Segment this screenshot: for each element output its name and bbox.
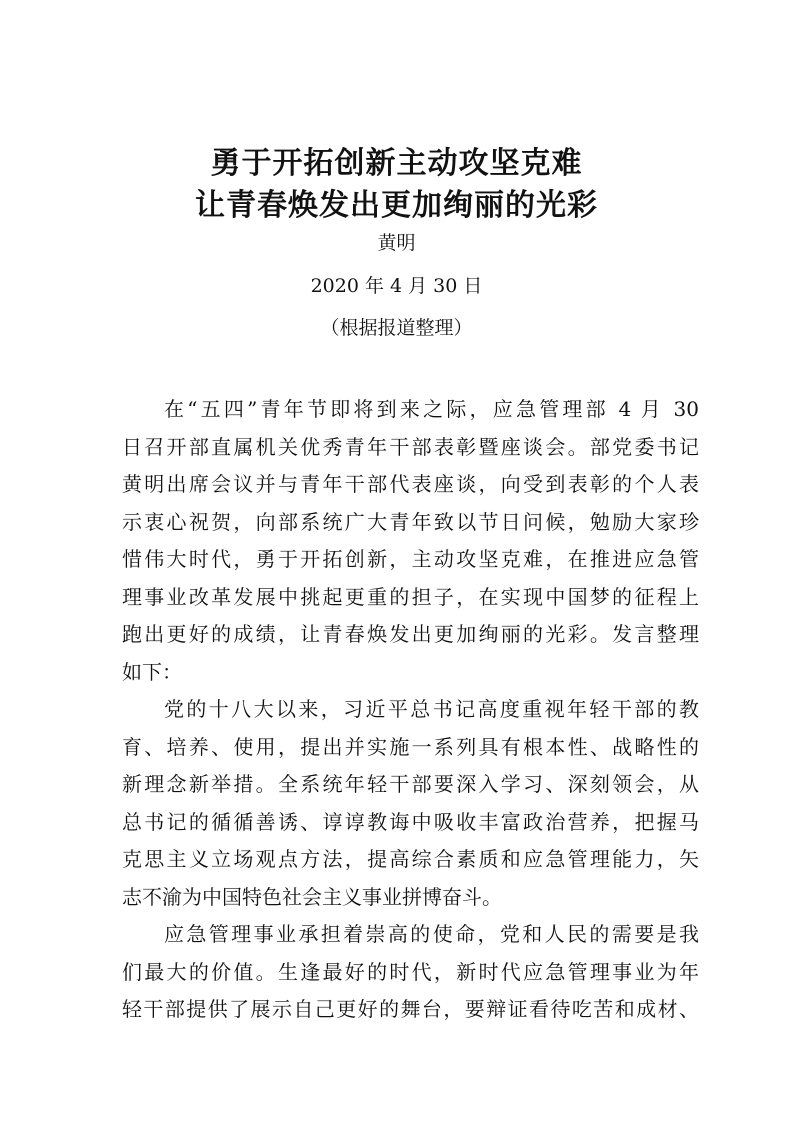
text-line: 如下： [122, 659, 182, 684]
text-line: 克思主义立场观点方法，提高综合素质和应急管理能力，矢 [122, 847, 699, 871]
date: 2020 年 4 月 30 日 [310, 275, 483, 297]
text-line: 育、培养、使用，提出并实施一系列具有根本性、战略性的 [122, 734, 699, 759]
title-line-2: 让青春焕发出更加绚丽的光彩 [195, 188, 598, 223]
text-line: 惜伟大时代，勇于开拓创新，主动攻坚克难，在推进应急管 [122, 547, 699, 571]
text-line: 在“五四”青年节即将到来之际，应急管理部 4 月 30 [164, 397, 699, 421]
paragraph [122, 391, 699, 691]
text-line: 跑出更好的成绩，让青春焕发出更加绚丽的光彩。发言整理 [122, 622, 699, 646]
text-line: 应急管理事业承担着崇高的使命，党和人民的需要是我 [164, 922, 699, 946]
text-line: 党的十八大以来，习近平总书记高度重视年轻干部的教 [164, 697, 699, 721]
paragraph [122, 691, 699, 916]
text-line: 示衷心祝贺，向部系统广大青年致以节日问候，勉励大家珍 [122, 509, 699, 534]
document-body [122, 391, 699, 1029]
text-line: 轻干部提供了展示自己更好的舞台，要辩证看待吃苦和成材、 [122, 997, 699, 1021]
text-line: 志不渝为中国特色社会主义事业拼博奋斗。 [122, 884, 502, 909]
author: 黄明 [377, 232, 416, 254]
source-note: （根据报道整理） [320, 317, 473, 339]
title-line-1: 勇于开拓创新主动攻坚克难 [210, 146, 583, 181]
text-line: 新理念新举措。全系统年轻干部要深入学习、深刻领会，从 [122, 772, 699, 796]
text-line: 日召开部直属机关优秀青年干部表彰暨座谈会。部党委书记 [122, 434, 699, 459]
text-line: 总书记的循循善诱、谆谆教诲中吸收丰富政治营养，把握马 [122, 809, 699, 834]
text-line: 们最大的价值。生逢最好的时代，新时代应急管理事业为年 [122, 959, 699, 984]
text-line: 黄明出席会议并与青年干部代表座谈，向受到表彰的个人表 [122, 472, 699, 496]
paragraph [122, 916, 699, 1029]
text-line: 理事业改革发展中挑起更重的担子，在实现中国梦的征程上 [122, 584, 699, 609]
